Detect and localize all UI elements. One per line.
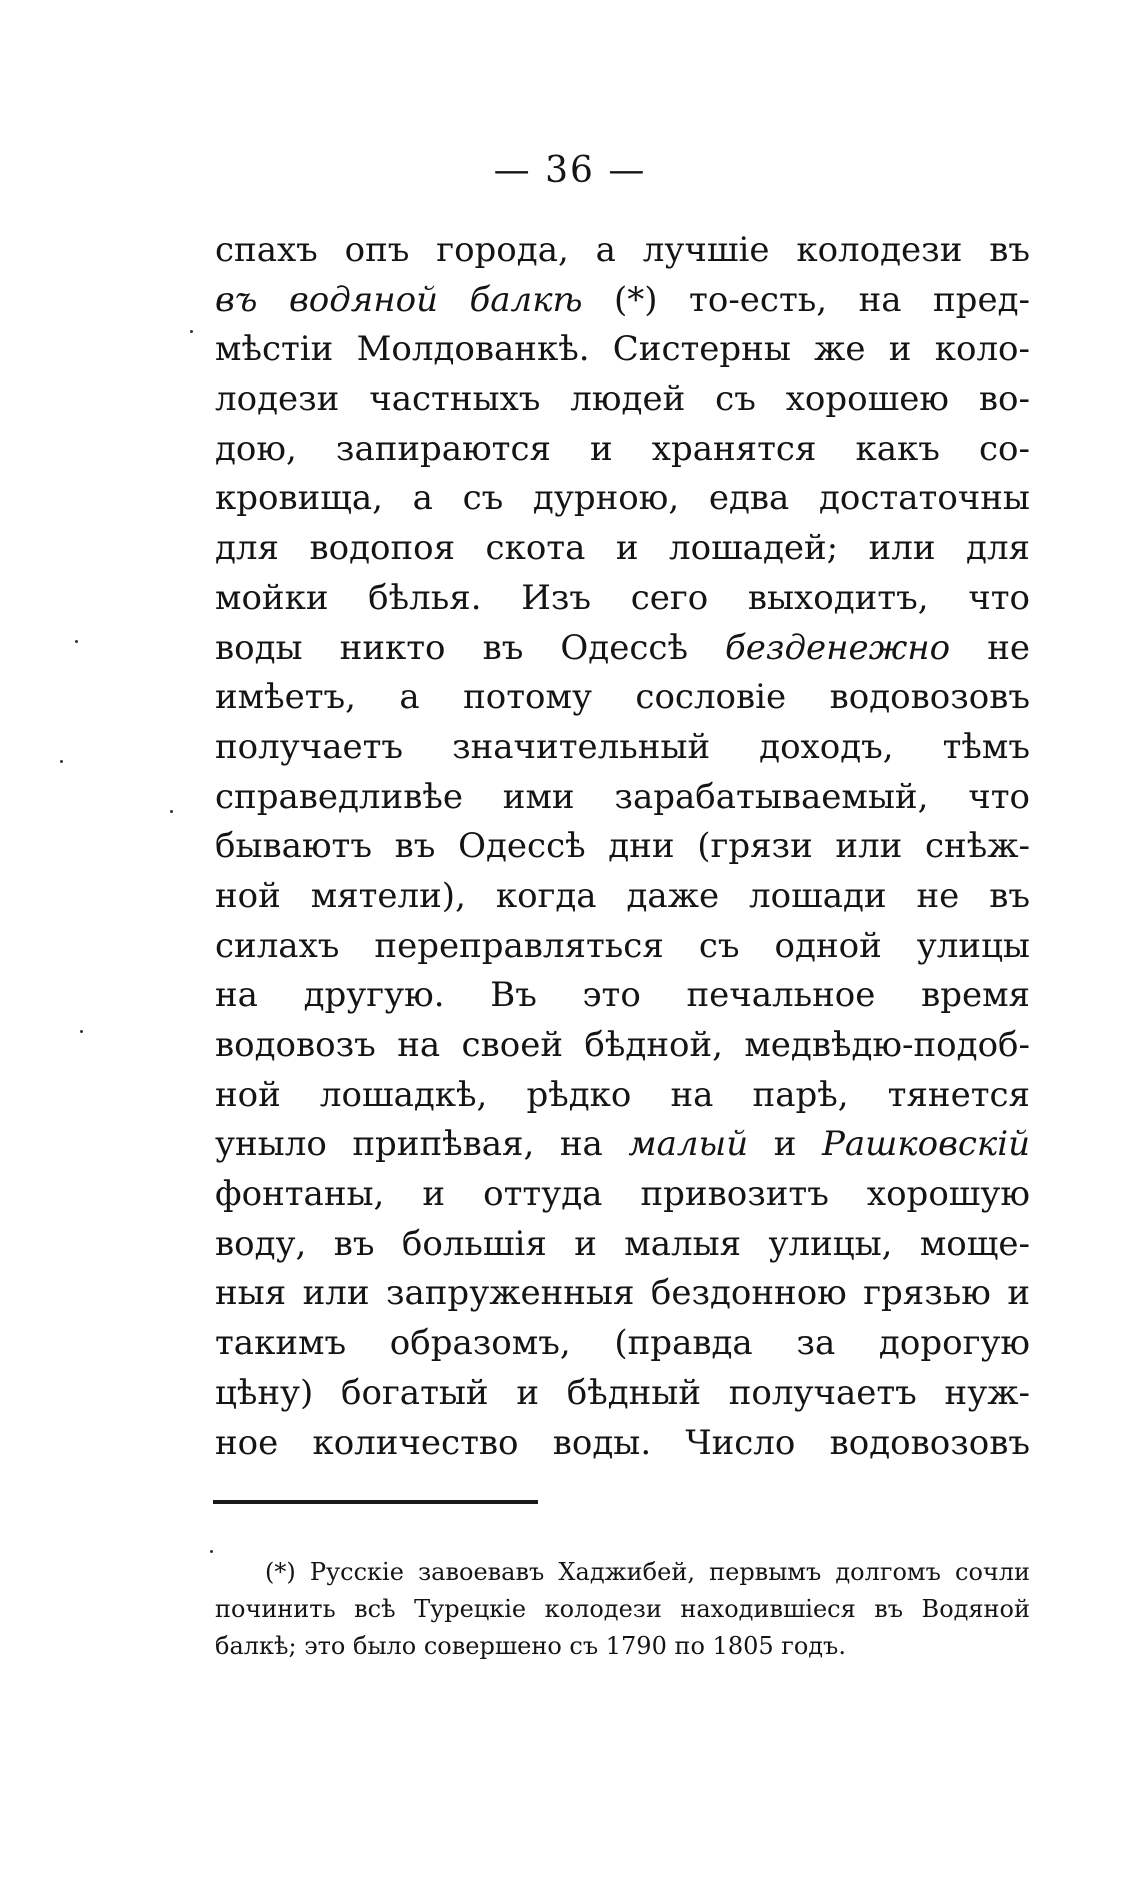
text-line xyxy=(215,922,1030,972)
italic-text-run: Рашковскій xyxy=(821,1124,1030,1165)
scan-speck xyxy=(210,1550,213,1553)
text-line xyxy=(215,474,1030,524)
italic-text-run: въ водяной балкѣ xyxy=(215,279,583,320)
text-line xyxy=(215,325,1030,375)
text-run: фонтаны, и оттуда привозитъ хорошую xyxy=(215,1174,1030,1215)
scan-speck xyxy=(80,1030,83,1033)
text-run: водовозъ на своей бѣдной, медвѣдю-подоб- xyxy=(215,1025,1030,1065)
footnote-line: починить всѣ Турецкіе колодези находившіеся въ Водяной xyxy=(215,1595,1030,1623)
text-run: мойки бѣлья. Изъ сего выходитъ, что xyxy=(215,577,1030,618)
text-line xyxy=(215,1419,1030,1469)
text-line xyxy=(215,822,1030,872)
scan-speck xyxy=(75,640,78,643)
text-run: имѣетъ, а потому сословіе водовозовъ xyxy=(215,677,1030,718)
text-run: и xyxy=(748,1124,822,1165)
text-run: ной мятели), когда даже лошади не въ xyxy=(215,875,1030,916)
text-run: спахъ опъ города, а лучшіе колодези въ xyxy=(215,230,1030,270)
text-run: ныя или запруженныя бездонною грязью и xyxy=(215,1273,1030,1314)
footnote-line: балкѣ; это было совершено съ 1790 по 1805 годъ. xyxy=(215,1632,846,1660)
italic-text-run: малый xyxy=(628,1124,749,1165)
text-line xyxy=(215,1319,1030,1369)
text-run: для водопоя скота и лошадей; или для xyxy=(215,528,1030,569)
text-line xyxy=(215,1071,1030,1121)
text-line xyxy=(215,1170,1030,1220)
main-text-block xyxy=(215,226,1030,1468)
scan-speck xyxy=(190,330,193,333)
text-line xyxy=(215,425,1030,475)
text-line xyxy=(215,773,1030,823)
text-run: воду, въ большія и малыя улицы, моще- xyxy=(215,1223,1030,1264)
text-line xyxy=(215,1220,1030,1270)
text-run: на другую. Въ это печальное время xyxy=(215,975,1030,1016)
text-line xyxy=(215,574,1030,624)
text-line xyxy=(215,1120,1030,1170)
text-run: цѣну) богатый и бѣдный получаетъ нуж- xyxy=(215,1372,1030,1413)
scan-speck xyxy=(170,810,173,813)
text-run: воды никто въ Одессѣ xyxy=(215,627,726,668)
text-line xyxy=(215,1269,1030,1319)
text-run: лодези частныхъ людей съ хорошею во- xyxy=(215,379,1030,420)
footnote-separator-rule xyxy=(213,1500,538,1504)
text-run: уныло припѣвая, на xyxy=(215,1124,629,1165)
text-line xyxy=(215,723,1030,773)
footnote-line: (*) Русскіе завоевавъ Хаджибей, первымъ долгомъ сочли xyxy=(265,1558,1030,1586)
text-line xyxy=(215,524,1030,574)
text-line xyxy=(215,673,1030,723)
text-line xyxy=(215,971,1030,1021)
text-line xyxy=(215,276,1030,326)
text-line xyxy=(215,872,1030,922)
text-line xyxy=(215,375,1030,425)
text-run: не xyxy=(950,627,1031,668)
italic-text-run: безденежно xyxy=(725,627,951,668)
text-run: дою, запираются и хранятся какъ со- xyxy=(215,428,1030,469)
footnote-block xyxy=(215,1554,1030,1665)
text-run: бываютъ въ Одессѣ дни (грязи или снѣж- xyxy=(215,826,1030,867)
text-run: ное количество воды. Число водовозовъ xyxy=(215,1422,1030,1463)
text-run: получаетъ значительный доходъ, тѣмъ xyxy=(215,726,1030,767)
text-run: (*) то-есть, на пред- xyxy=(582,279,1030,320)
text-line xyxy=(215,1369,1030,1419)
text-run: силахъ переправляться съ одной улицы xyxy=(215,925,1030,966)
text-run: кровища, а съ дурною, едва достаточны xyxy=(215,478,1030,519)
scan-speck xyxy=(60,760,63,763)
text-run: справедливѣе ими зарабатываемый, что xyxy=(215,776,1030,817)
page-number: — 36 — xyxy=(493,150,647,191)
text-run: ной лошадкѣ, рѣдко на парѣ, тянется xyxy=(215,1074,1030,1115)
text-line xyxy=(215,226,1030,276)
text-line xyxy=(215,624,1030,674)
text-run: такимъ образомъ, (правда за дорогую xyxy=(215,1323,1030,1364)
text-line xyxy=(215,1021,1030,1071)
text-run: мѣстіи Молдованкѣ. Систерны же и коло- xyxy=(215,329,1030,370)
